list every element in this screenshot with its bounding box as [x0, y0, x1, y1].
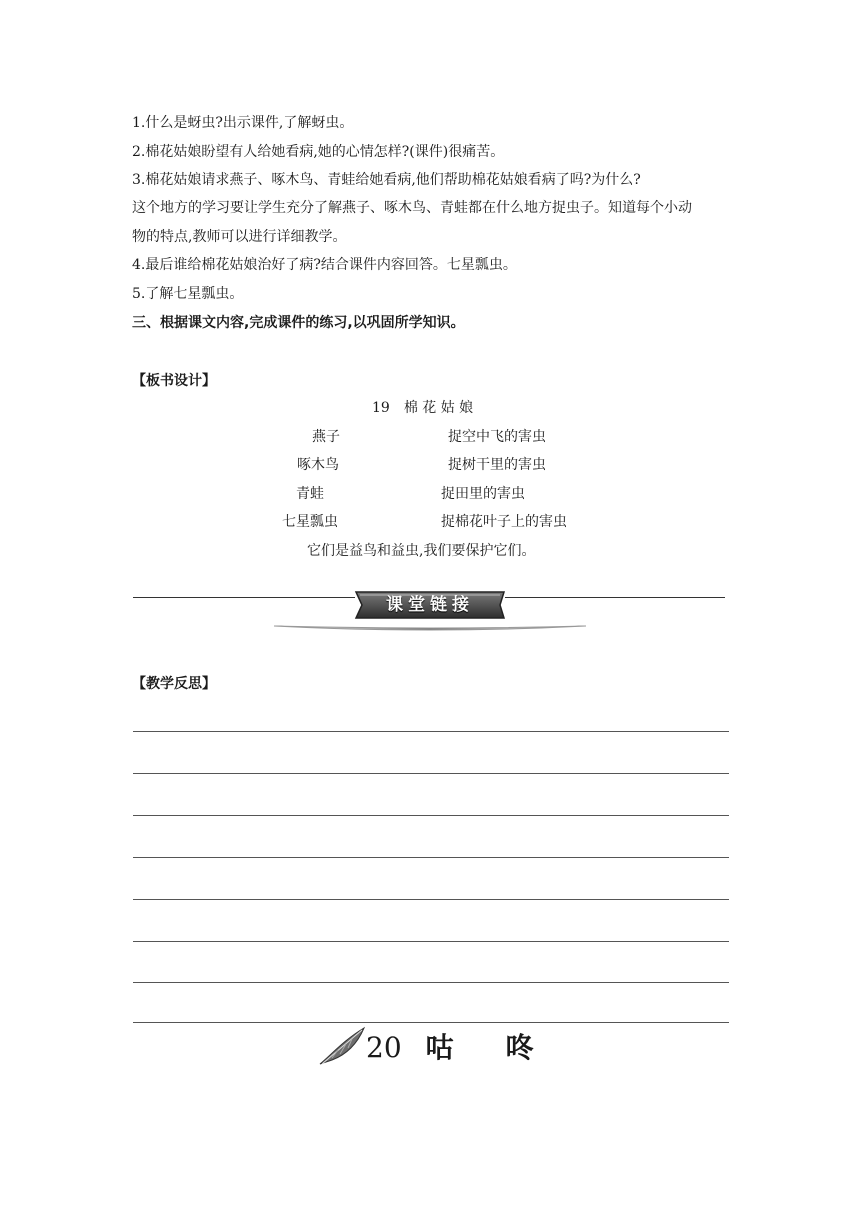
classroom-link-banner: [354, 590, 506, 620]
board-summary: 它们是益鸟和益虫,我们要保护它们。: [307, 543, 536, 559]
board-catch-1: 捉空中飞的害虫: [448, 429, 546, 445]
section-three: 三、根据课文内容,完成课件的练习,以巩固所学知识。: [132, 315, 465, 331]
lesson-step-4: 4.最后谁给棉花姑娘治好了病?结合课件内容回答。七星瓢虫。: [132, 257, 517, 273]
feather-icon: [318, 1024, 366, 1068]
banner-label: 课堂链接: [386, 595, 474, 615]
next-lesson-number: 20: [366, 1031, 402, 1064]
board-animal-4: 七星瓢虫: [282, 514, 338, 530]
lesson-step-1: 1.什么是蚜虫?出示课件,了解蚜虫。: [132, 115, 354, 131]
reflection-line-1: [133, 731, 729, 732]
board-animal-2: 啄木鸟: [297, 457, 339, 473]
reflection-heading: 【教学反思】: [132, 676, 216, 692]
reflection-line-8: [133, 1022, 729, 1023]
next-lesson-title: [366, 1030, 534, 1066]
banner-right-line: [505, 597, 725, 598]
reflection-line-6: [133, 941, 729, 942]
board-design-heading: 【板书设计】: [132, 373, 216, 389]
reflection-line-7: [133, 982, 729, 983]
reflection-line-5: [133, 899, 729, 900]
board-title: 19 棉 花 姑 娘: [372, 400, 474, 416]
lesson-step-3: 3.棉花姑娘请求燕子、啄木鸟、青蛙给她看病,他们帮助棉花姑娘看病了吗?为什么?: [132, 172, 641, 188]
lesson-note-line-2: 物的特点,教师可以进行详细教学。: [132, 229, 347, 245]
lesson-note-line-1: 这个地方的学习要让学生充分了解燕子、啄木鸟、青蛙都在什么地方捉虫子。知道每个小动: [132, 200, 692, 216]
next-lesson-char-b: 咚: [505, 1031, 534, 1064]
banner-left-line: [133, 597, 355, 598]
reflection-line-2: [133, 773, 729, 774]
next-lesson-char-a: 咕: [425, 1031, 454, 1064]
board-animal-3: 青蛙: [296, 486, 324, 502]
board-animal-1: 燕子: [312, 429, 340, 445]
lesson-step-5: 5.了解七星瓢虫。: [132, 286, 244, 302]
board-catch-2: 捉树干里的害虫: [448, 457, 546, 473]
board-catch-4: 捉棉花叶子上的害虫: [441, 514, 567, 530]
board-catch-3: 捉田里的害虫: [441, 486, 525, 502]
reflection-line-4: [133, 857, 729, 858]
banner-underline-swoosh: [270, 620, 590, 636]
lesson-step-2: 2.棉花姑娘盼望有人给她看病,她的心情怎样?(课件)很痛苦。: [132, 144, 505, 160]
reflection-line-3: [133, 815, 729, 816]
